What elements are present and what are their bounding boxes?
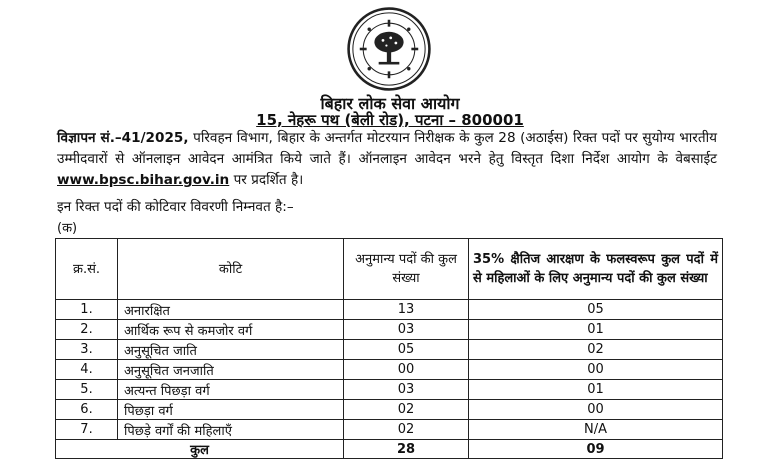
table-row (56, 320, 723, 340)
row-women: 00 (469, 400, 723, 420)
table-row (56, 400, 723, 420)
header-serial: क्र.सं. (56, 239, 118, 300)
row-category: पिछड़े वर्गों की महिलाएँ (118, 420, 344, 440)
table-row (56, 300, 723, 320)
row-serial: 6. (56, 400, 118, 420)
table-row (56, 360, 723, 380)
header-category: कोटि (118, 239, 344, 300)
advert-number: विज्ञापन सं.–41/2025, (57, 130, 189, 146)
table-row (56, 420, 723, 440)
row-total: 02 (344, 420, 469, 440)
table-total-row (56, 440, 723, 459)
total-posts-value: 28 (344, 440, 469, 459)
section-label: (क) (57, 221, 78, 236)
header-women-posts: 35% क्षैतिज आरक्षण के फलस्वरूप कुल पदों में से महिलाओं के लिए अनुमान्य पदों की कुल संख्या (469, 239, 723, 300)
row-serial: 5. (56, 380, 118, 400)
row-total: 13 (344, 300, 469, 320)
total-label: कुल (56, 440, 344, 459)
row-women: 05 (469, 300, 723, 320)
row-women: 02 (469, 340, 723, 360)
org-address: 15, नेहरू पथ (बेली रोड), पटना – 800001 (256, 111, 524, 129)
table-header-row (56, 239, 723, 300)
row-serial: 7. (56, 420, 118, 440)
row-category: अत्यन्त पिछड़ा वर्ग (118, 380, 344, 400)
row-serial: 2. (56, 320, 118, 340)
advert-text-1: परिवहन विभाग, बिहार के अन्तर्गत मोटरयान निरीक्षक के कुल 28 (अठाईस) रिक्त पदों पर सुयोग्य भारतीय उम्मीदवारों से ऑनलाइन आवेदन आमंत्रित किये जाते हैं। ऑनलाइन आवेदन भरने हेतु विस्तृत दिशा निर्देश आयोग के वेबसाईट (57, 130, 718, 167)
row-total: 05 (344, 340, 469, 360)
row-serial: 1. (56, 300, 118, 320)
row-women: 01 (469, 320, 723, 340)
row-category: अनारक्षित (118, 300, 344, 320)
row-category: अनुसूचित जाति (118, 340, 344, 360)
row-category: अनुसूचित जनजाति (118, 360, 344, 380)
header-total-posts: अनुमान्य पदों की कुल संख्या (344, 239, 469, 300)
website-link[interactable]: www.bpsc.bihar.gov.in (57, 172, 230, 188)
table-row (56, 340, 723, 360)
row-women: 00 (469, 360, 723, 380)
row-total: 00 (344, 360, 469, 380)
row-total: 03 (344, 380, 469, 400)
org-name: बिहार लोक सेवा आयोग (320, 94, 460, 113)
row-category: आर्थिक रूप से कमजोर वर्ग (118, 320, 344, 340)
row-total: 03 (344, 320, 469, 340)
row-women: 01 (469, 380, 723, 400)
row-serial: 3. (56, 340, 118, 360)
row-category: पिछड़ा वर्ग (118, 400, 344, 420)
bpsc-seal-emblem (346, 6, 432, 92)
advert-text-2: पर प्रदर्शित है। (229, 172, 304, 188)
table-intro: इन रिक्त पदों की कोटिवार विवरणी निम्नवत है:– (57, 199, 294, 215)
category-table (55, 238, 723, 459)
table-row (56, 380, 723, 400)
row-total: 02 (344, 400, 469, 420)
total-women-value: 09 (469, 440, 723, 459)
row-serial: 4. (56, 360, 118, 380)
advert-paragraph (57, 128, 717, 191)
row-women: N/A (469, 420, 723, 440)
